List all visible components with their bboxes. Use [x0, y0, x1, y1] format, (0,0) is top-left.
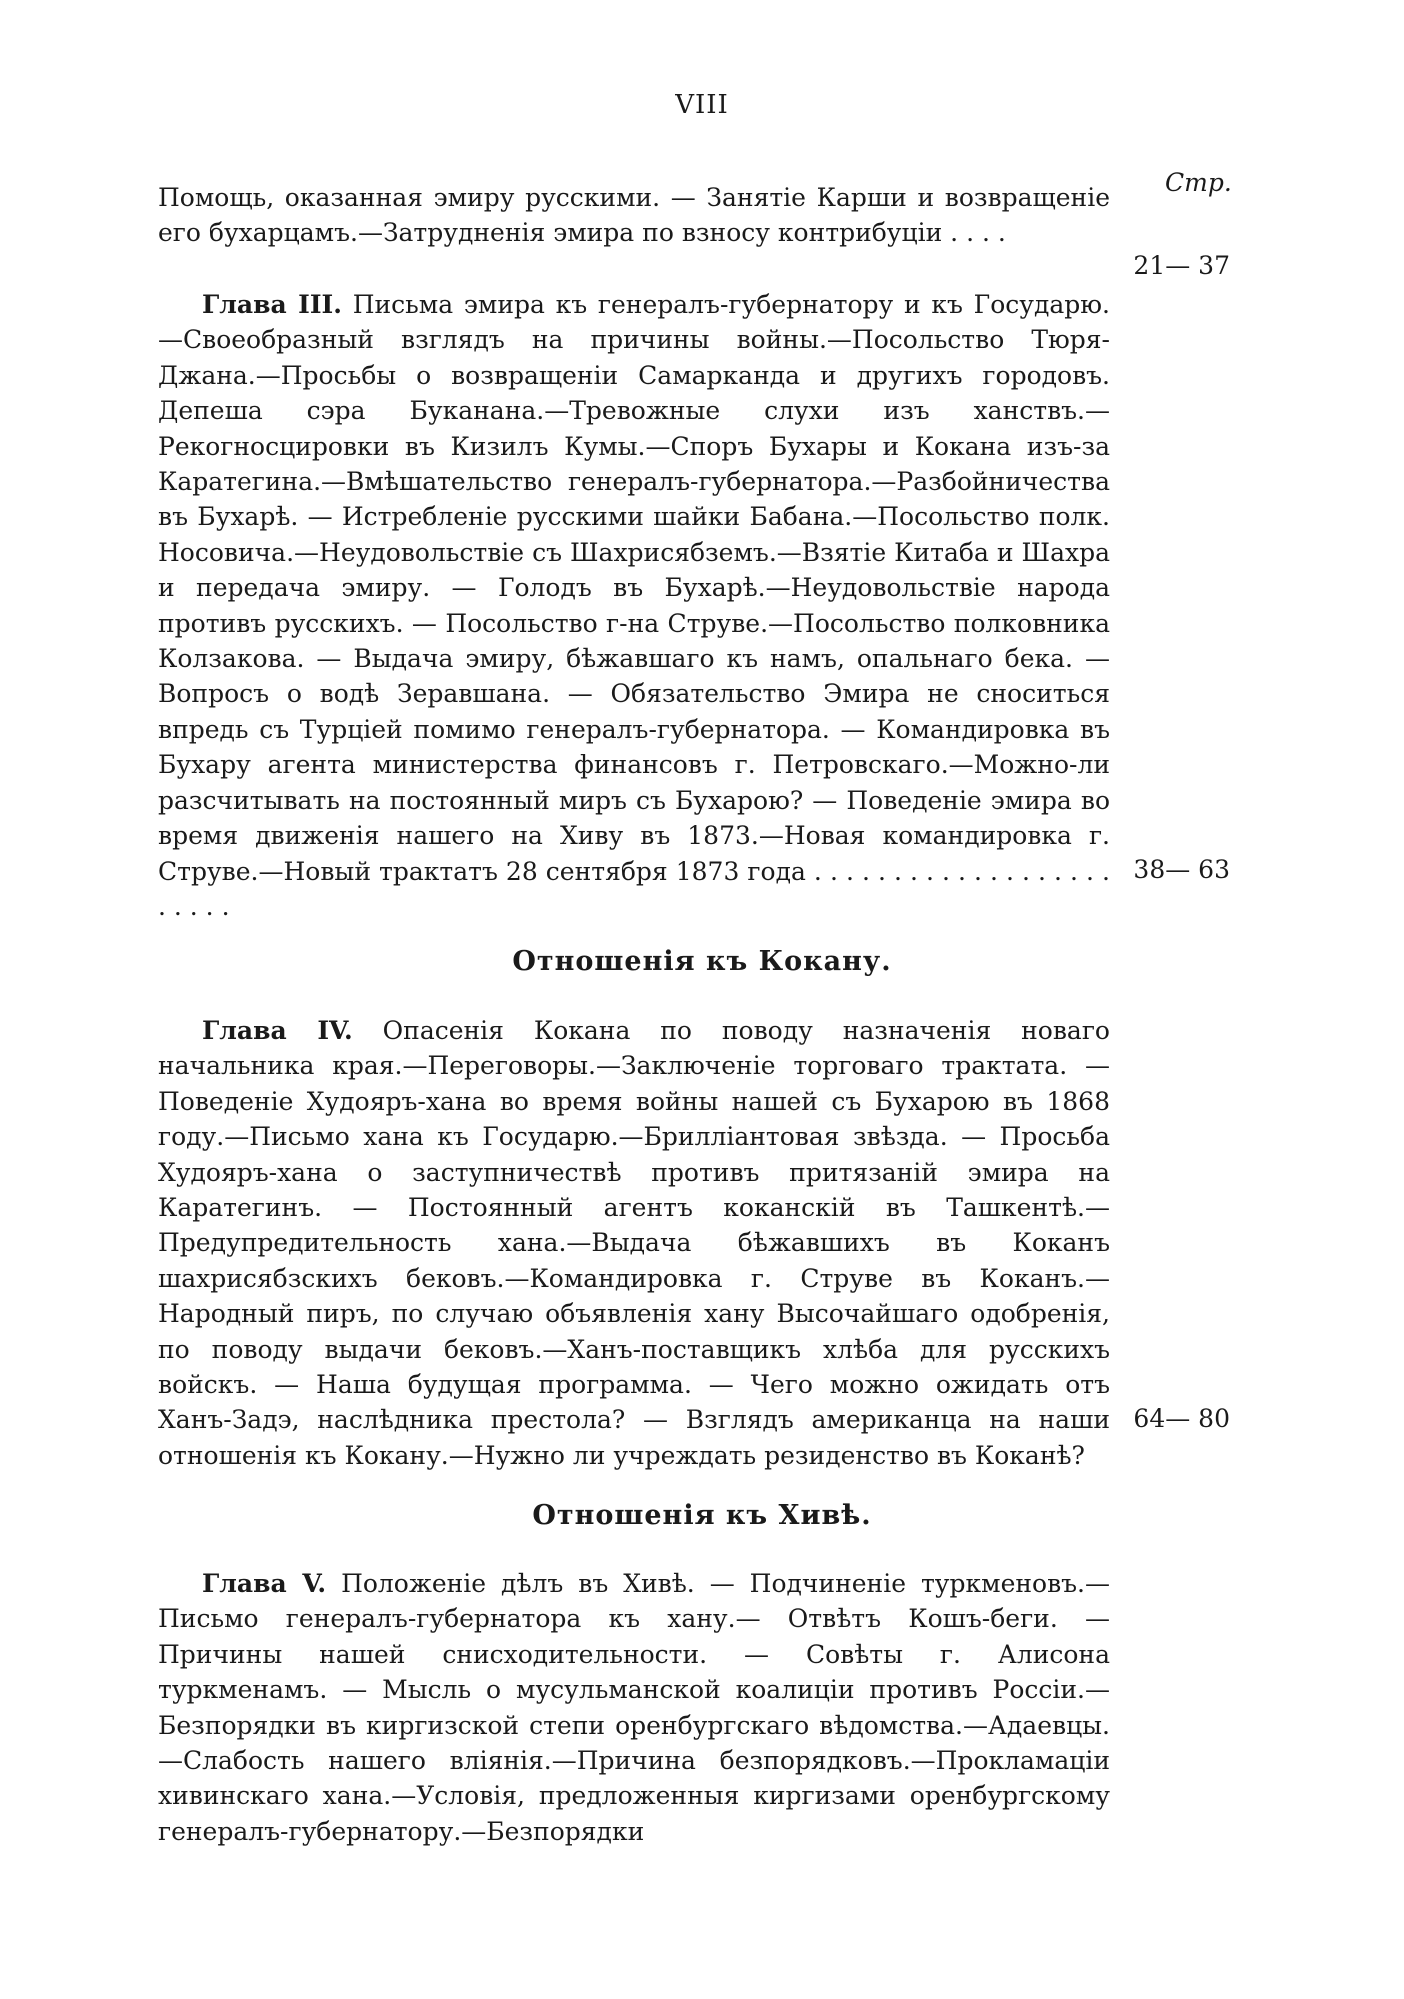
entry-text: Положеніе дѣлъ въ Хивѣ. — Подчиненіе туркменовъ.—Письмо генералъ-губернатора къ хану.— Отвѣтъ Кошъ-беги. — Причины нашей снисходительности. — Совѣты г. Алисона туркменамъ. — Мысль о мусульманской коалиціи противъ Россіи.—Безпорядки въ киргизской степи оренбургскаго вѣдомства.—Адаевцы.—Слабость нашего вліянія.—Причина безпорядковъ.—Прокламаціи хивинскаго хана.—Условія, предложенныя киргизами оренбургскому генералъ-губернатору.—Безпорядки: [158, 1569, 1111, 1846]
toc-entry-chapter-4: [158, 1013, 1110, 1473]
chapter-label: Глава IV.: [202, 1016, 353, 1045]
chapter-label: Глава III.: [202, 290, 342, 319]
entry-text: Письма эмира къ генералъ-губернатору и къ Государю. —Своеобразный взглядъ на причины войны.—Посольство Тюря-Джана.—Просьбы о возвращеніи Самарканда и другихъ городовъ. Депеша сэра Буканана.—Тревожные слухи изъ ханствъ.—Рекогносцировки въ Кизилъ Кумы.—Споръ Бухары и Кокана изъ-за Каратегина.—Вмѣшательство генералъ-губернатора.—Разбойничества въ Бухарѣ. — Истребленіе русскими шайки Бабана.—Посольство полк. Носовича.—Неудовольствіе съ Шахрисябземъ.—Взятіе Китаба и Шахра и передача эмиру. — Голодъ въ Бухарѣ.—Неудовольствіе народа противъ русскихъ. — Посольство г-на Струве.—Посольство полковника Колзакова. — Выдача эмиру, бѣжавшаго къ намъ, опальнаго бека. — Вопросъ о водѣ Зеравшана. — Обязательство Эмира не сноситься впредь съ Турціей помимо генералъ-губернатора. — Командировка въ Бухару агента министерства финансовъ г. Петровскаго.—Можно-ли разсчитывать на постоянный миръ съ Бухарою? — Поведеніе эмира во время движенія нашего на Хиву въ 1873.—Новая командировка г. Струве.—Новый трактатъ 28 сентября 1873 года . . . . . . . . . . . . . . . . . . . . . . . .: [158, 290, 1110, 921]
section-title-khiva: Отношенія къ Хивѣ.: [532, 1500, 872, 1531]
column-header-pages: Стр.: [1165, 168, 1232, 197]
toc-entry-chapter-5: [158, 1566, 1110, 1849]
section-title-kokand: Отношенія къ Кокану.: [512, 946, 892, 977]
entry-text: Опасенія Кокана по поводу назначенія новаго начальника края.—Переговоры.—Заключеніе торговаго трактата. — Поведеніе Худояръ-хана во время войны нашей съ Бухарою въ 1868 году.—Письмо хана къ Государю.—Брилліантовая звѣзда. — Просьба Худояръ-хана о заступничествѣ противъ притязаній эмира на Каратегинъ. — Постоянный агентъ коканскій въ Ташкентѣ.—Предупредительность хана.—Выдача бѣжавшихъ въ Коканъ шахрисябзскихъ бековъ.—Командировка г. Струве въ Коканъ.—Народный пиръ, по случаю объявленія хану Высочайшаго одобренія, по поводу выдачи бековъ.—Ханъ-поставщикъ хлѣба для русскихъ войскъ. — Наша будущая программа. — Чего можно ожидать отъ Ханъ-Задэ, наслѣдника престола? — Взглядъ американца на наши отношенія къ Кокану.—Нужно ли учреждать резиденство въ Коканѣ?: [158, 1016, 1110, 1470]
page-number: VIII: [675, 90, 729, 120]
toc-entry-continuation: [158, 180, 1110, 251]
chapter-label: Глава V.: [202, 1569, 327, 1598]
entry-pages: 64— 80: [1133, 1404, 1230, 1433]
entry-text: Помощь, оказанная эмиру русскими. — Занятіе Карши и возвращеніе его бухарцамъ.—Затрудненія эмира по взносу контрибуціи . . . .: [158, 183, 1110, 248]
entry-pages: 38— 63: [1133, 855, 1230, 884]
entry-pages: 21— 37: [1133, 251, 1230, 280]
toc-entry-chapter-3: [158, 287, 1110, 924]
